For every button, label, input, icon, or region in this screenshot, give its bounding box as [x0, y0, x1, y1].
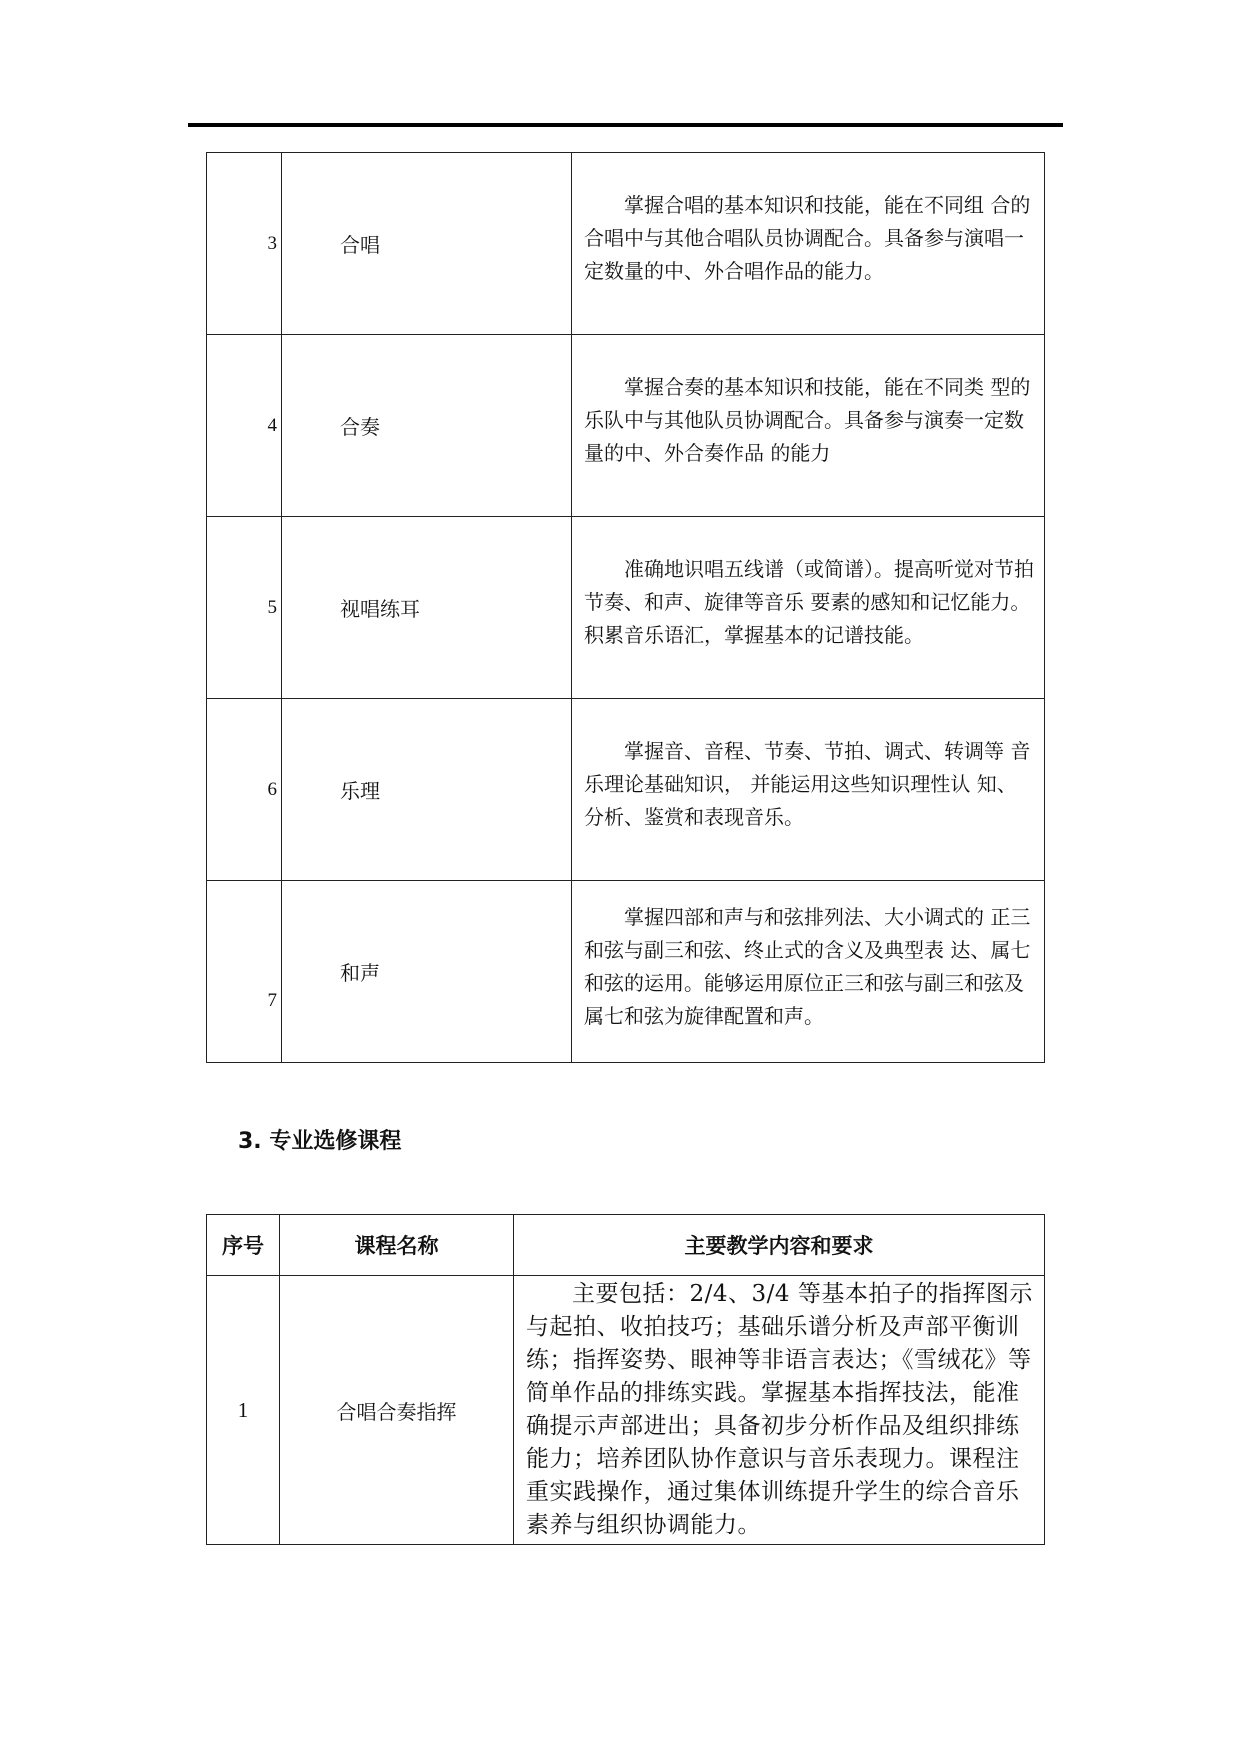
table-header-row	[207, 1215, 1045, 1276]
table-row	[207, 881, 1045, 1063]
course-name: 合唱合奏指挥	[280, 1276, 514, 1545]
row-number: 7	[207, 881, 282, 1063]
table-row	[207, 153, 1045, 335]
course-name: 合唱	[282, 153, 572, 335]
row-number: 6	[207, 699, 282, 881]
course-name: 和声	[282, 881, 572, 1063]
table-row	[207, 699, 1045, 881]
header-number: 序号	[207, 1215, 280, 1276]
row-number: 1	[207, 1276, 280, 1545]
course-description: 掌握合唱的基本知识和技能，能在不同组 合的合唱中与其他合唱队员协调配合。具备参与演唱一定数量的中、外合唱作品的能力。	[572, 153, 1045, 335]
row-number: 3	[207, 153, 282, 335]
table-row	[207, 1276, 1045, 1545]
course-description: 主要包括：2/4、3/4 等基本拍子的指挥图示与起拍、收拍技巧；基础乐谱分析及声部平衡训练；指挥姿势、眼神等非语言表达；《雪绒花》等简单作品的排练实践。掌握基本指挥技法，能准确提示声部进出；具备初步分析作品及组织排练能力；培养团队协作意识与音乐表现力。课程注重实践操作，通过集体训练提升学生的综合音乐素养与组织协调能力。	[514, 1276, 1045, 1545]
elective-courses-table	[206, 1214, 1045, 1545]
course-name: 合奏	[282, 335, 572, 517]
section-heading: 3. 专业选修课程	[238, 1129, 402, 1154]
header-content: 主要教学内容和要求	[514, 1215, 1045, 1276]
row-number: 5	[207, 517, 282, 699]
course-description: 准确地识唱五线谱（或简谱）。提高听觉对节拍节奏、和声、旋律等音乐 要素的感知和记忆能力。积累音乐语汇，掌握基本的记谱技能。	[572, 517, 1045, 699]
header-rule	[188, 123, 1063, 127]
header-course-name: 课程名称	[280, 1215, 514, 1276]
course-description: 掌握音、音程、节奏、节拍、调式、转调等 音乐理论基础知识， 并能运用这些知识理性认 知、分析、鉴赏和表现音乐。	[572, 699, 1045, 881]
table-row	[207, 335, 1045, 517]
core-courses-table	[206, 152, 1045, 1063]
table-row	[207, 517, 1045, 699]
course-description: 掌握四部和声与和弦排列法、大小调式的 正三和弦与副三和弦、终止式的含义及典型表 达、属七和弦的运用。能够运用原位正三和弦与副三和弦及属七和弦为旋律配置和声。	[572, 881, 1045, 1063]
course-name: 乐理	[282, 699, 572, 881]
row-number: 4	[207, 335, 282, 517]
course-name: 视唱练耳	[282, 517, 572, 699]
course-description: 掌握合奏的基本知识和技能，能在不同类 型的乐队中与其他队员协调配合。具备参与演奏一定数量的中、外合奏作品 的能力	[572, 335, 1045, 517]
